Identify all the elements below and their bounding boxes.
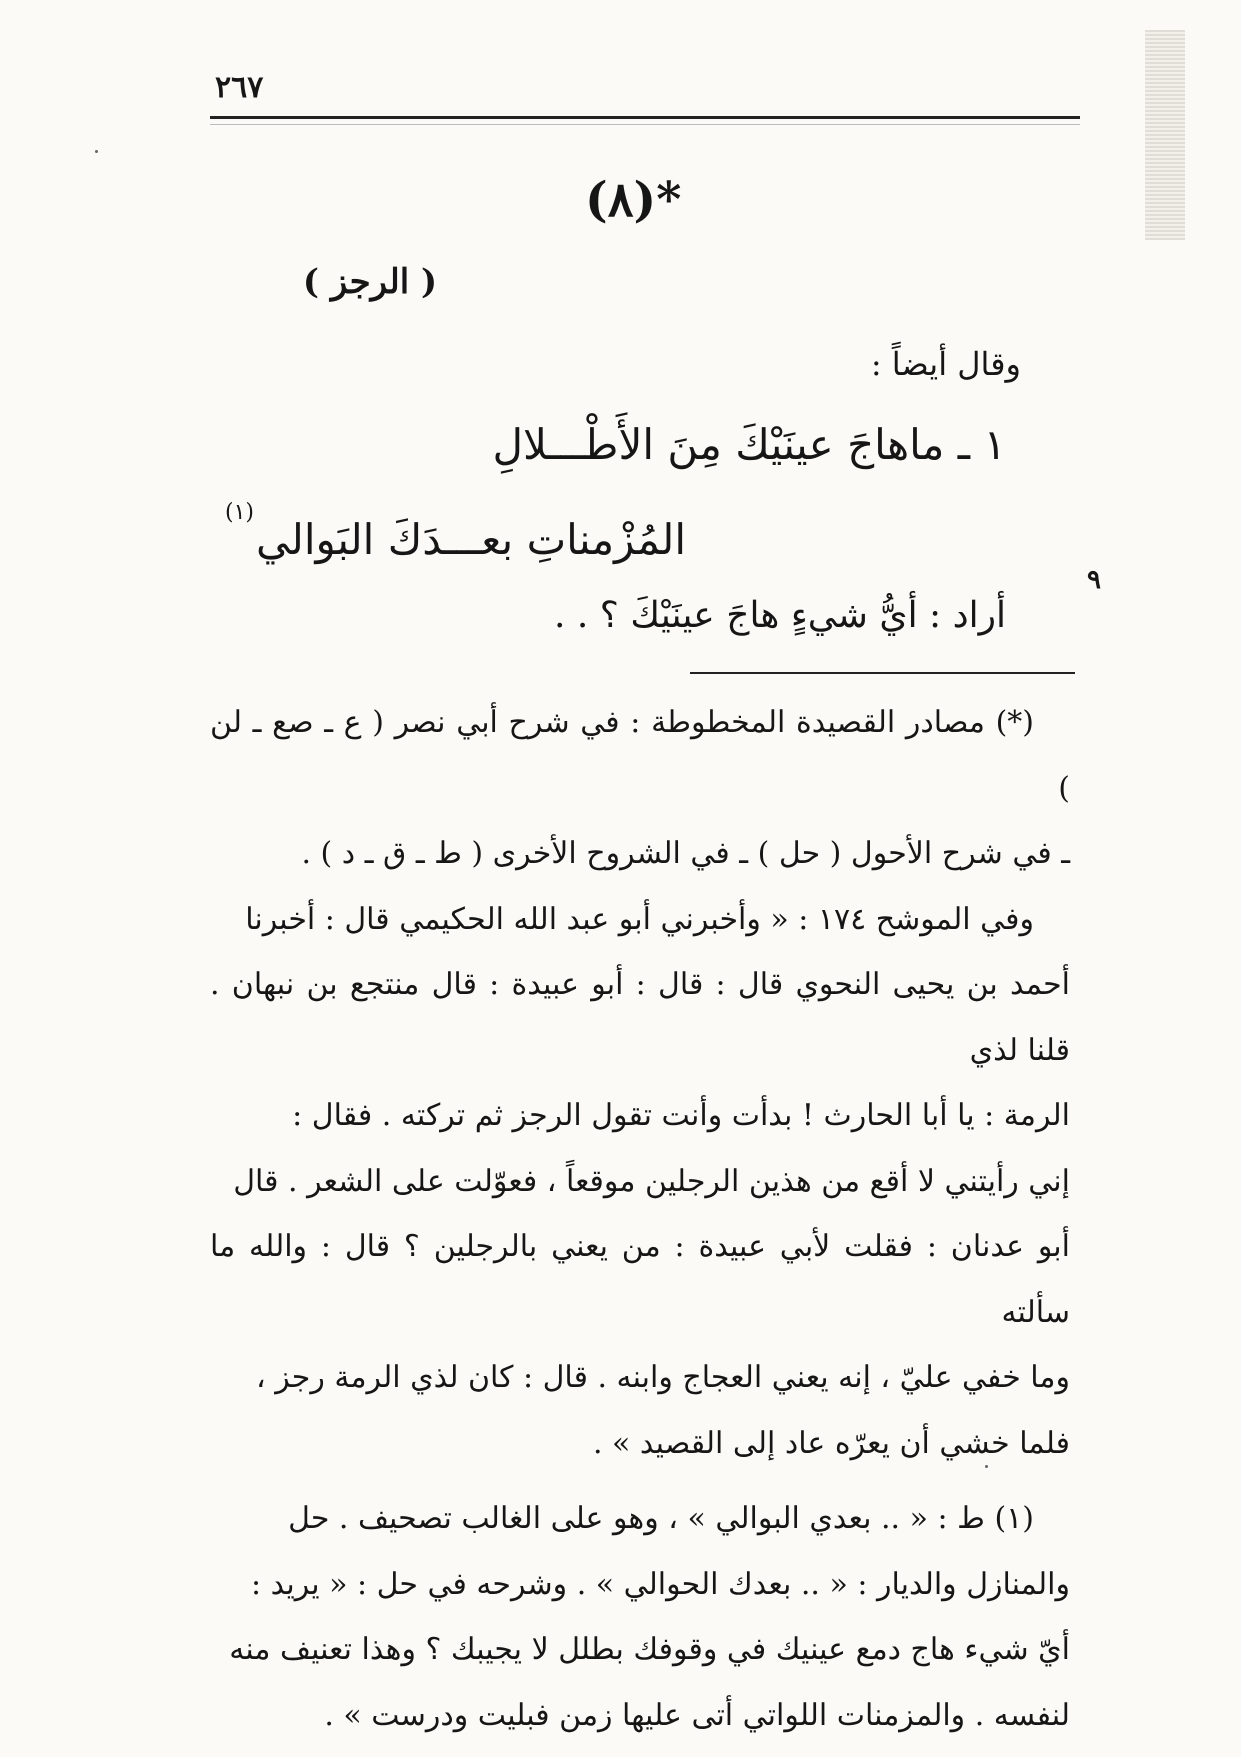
- margin-line-number: ٩: [1087, 565, 1101, 595]
- page-number: ٢٦٧: [215, 70, 264, 105]
- note-line: وفي الموشح ١٧٤ : « وأخبرني أبو عبد الله الحكيمي قال : أخبرنا: [245, 901, 1034, 937]
- note-line: أبو عدنان : فقلت لأبي عبيدة : من يعني بالرجلين ؟ قال : والله ما سألته: [210, 1229, 1070, 1330]
- footnotes: [210, 690, 1070, 1748]
- scan-speck: [95, 150, 98, 153]
- header-rule-shadow: [210, 124, 1080, 125]
- header-rule: [210, 116, 1080, 119]
- note-line: إني رأيتني لا أقع من هذين الرجلين موقعاً ، فعوّلت على الشعر . قال: [233, 1163, 1070, 1199]
- verse-1-second-half: المُزْمناتِ بعـــدَكَ البَوالي: [256, 515, 686, 564]
- verse-1-first-half: ١ ـ ماهاجَ عينَيْكَ مِنَ الأَطْـــلالِ: [492, 420, 1006, 469]
- note-line: ـ في شرح الأحول ( حل ) ـ في الشروح الأخرى ( ط ـ ق ـ د ) .: [301, 836, 1070, 871]
- note-line: فلما خشي أن يعرّه عاد إلى القصيد » .: [592, 1425, 1070, 1461]
- note-line: والمنازل والديار : « .. بعدك الحوالي » . وشرحه في حل : « يريد :: [250, 1566, 1070, 1602]
- note-line: الرمة : يا أبا الحارث ! بدأت وأنت تقول الرجز ثم تركته . فقال :: [292, 1098, 1070, 1133]
- scan-edge-artifact: [1145, 30, 1185, 240]
- poem-intro: وقال أيضاً :: [870, 345, 1021, 383]
- poem-number: (٨)*: [585, 172, 682, 228]
- note-line: أحمد بن يحيى النحوي قال : قال : أبو عبيدة : قال منتجع بن نبهان . قلنا لذي: [210, 967, 1070, 1068]
- footnote-marker: (١): [225, 500, 255, 525]
- note-line: أيّ شيء هاج دمع عينيك في وقوفك بطلل لا يجيبك ؟ وهذا تعنيف منه: [229, 1632, 1070, 1667]
- poem-meter: ( الرجز ): [302, 262, 438, 302]
- note-line: وما خفي عليّ ، إنه يعني العجاج وابنه . قال : كان لذي الرمة رجز ،: [256, 1360, 1070, 1395]
- verse-gloss: أراد : أيُّ شيءٍ هاجَ عينَيْكَ ؟ . .: [554, 595, 1006, 636]
- note-line: لنفسه . والمزمنات اللواتي أتى عليها زمن فبليت ودرست » .: [324, 1697, 1070, 1733]
- note-line: (١) ط : « .. بعدي البوالي » ، وهو على الغالب تصحيف . حل: [288, 1501, 1034, 1536]
- note-line: (*) مصادر القصيدة المخطوطة : في شرح أبي نصر ( ع ـ صع ـ لن ): [210, 705, 1070, 806]
- footnote-separator: [690, 672, 1075, 674]
